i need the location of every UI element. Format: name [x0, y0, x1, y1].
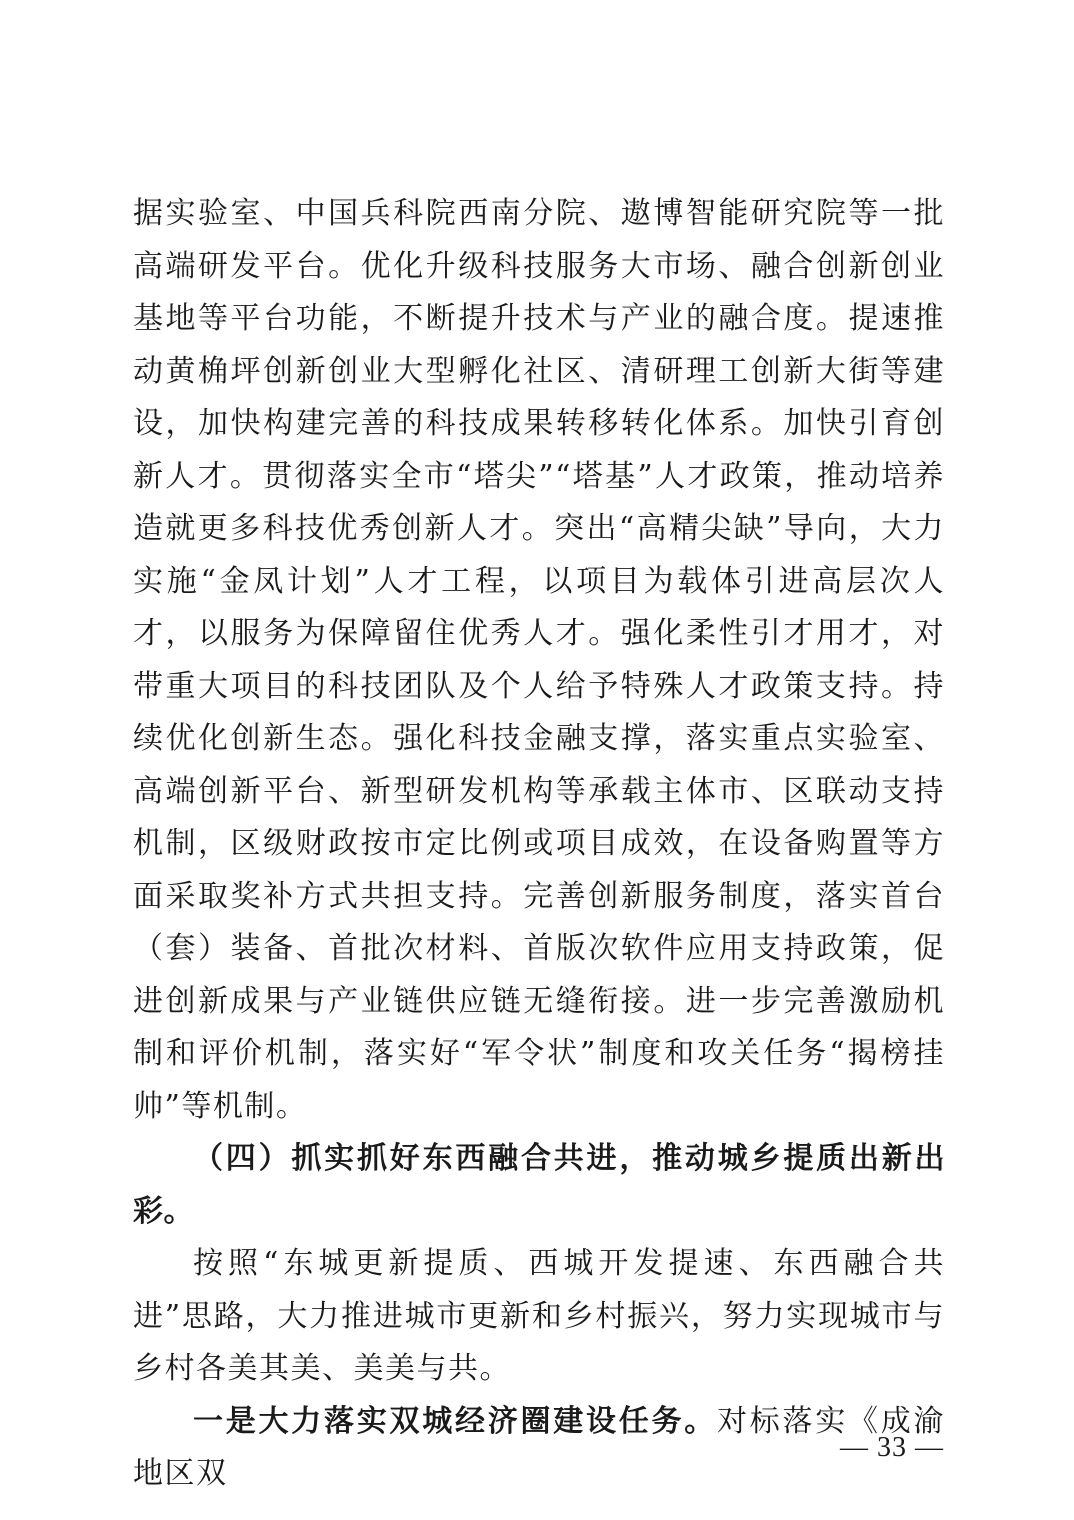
- paragraph-east-west: 按照“东城更新提质、西城开发提速、东西融合共进”思路，大力推进城市更新和乡村振兴，努力实现城市与乡村各美其美、美美与共。: [133, 1246, 945, 1386]
- section-heading: （四）抓实抓好东西融合共进，推动城乡提质出新出彩。: [133, 1141, 945, 1229]
- paragraph-twin-city: [133, 1396, 945, 1501]
- document-body: [133, 188, 945, 1501]
- paragraph-lead-bold: 一是大力落实双城经济圈建设任务。: [193, 1403, 717, 1439]
- paragraph-continuation: 据实验室、中国兵科院西南分院、遨博智能研究院等一批高端研发平台。优化升级科技服务大市场、融合创新创业基地等平台功能，不断提升技术与产业的融合度。提速推动黄桷坪创新创业大型孵化社区、清研理工创新大街等建设，加快构建完善的科技成果转移转化体系。加快引育创新人才。贯彻落实全市“塔尖”“塔基”人才政策，推动培养造就更多科技优秀创新人才。突出“高精尖缺”导向，大力实施“金凤计划”人才工程，以项目为载体引进高层次人才，以服务为保障留住优秀人才。强化柔性引才用才，对带重大项目的科技团队及个人给予特殊人才政策支持。持续优化创新生态。强化科技金融支撑，落实重点实验室、高端创新平台、新型研发机构等承载主体市、区联动支持机制，区级财政按市定比例或项目成效，在设备购置等方面采取奖补方式共担支持。完善创新服务制度，落实首台（套）装备、首批次材料、首版次软件应用支持政策，促进创新成果与产业链供应链无缝衔接。进一步完善激励机制和评价机制，落实好“军令状”制度和攻关任务“揭榜挂帅”等机制。: [133, 196, 945, 1124]
- paragraph-lead-rest: 对标落实《成渝地区双: [133, 1403, 945, 1491]
- page-number: — 33 —: [840, 1432, 944, 1463]
